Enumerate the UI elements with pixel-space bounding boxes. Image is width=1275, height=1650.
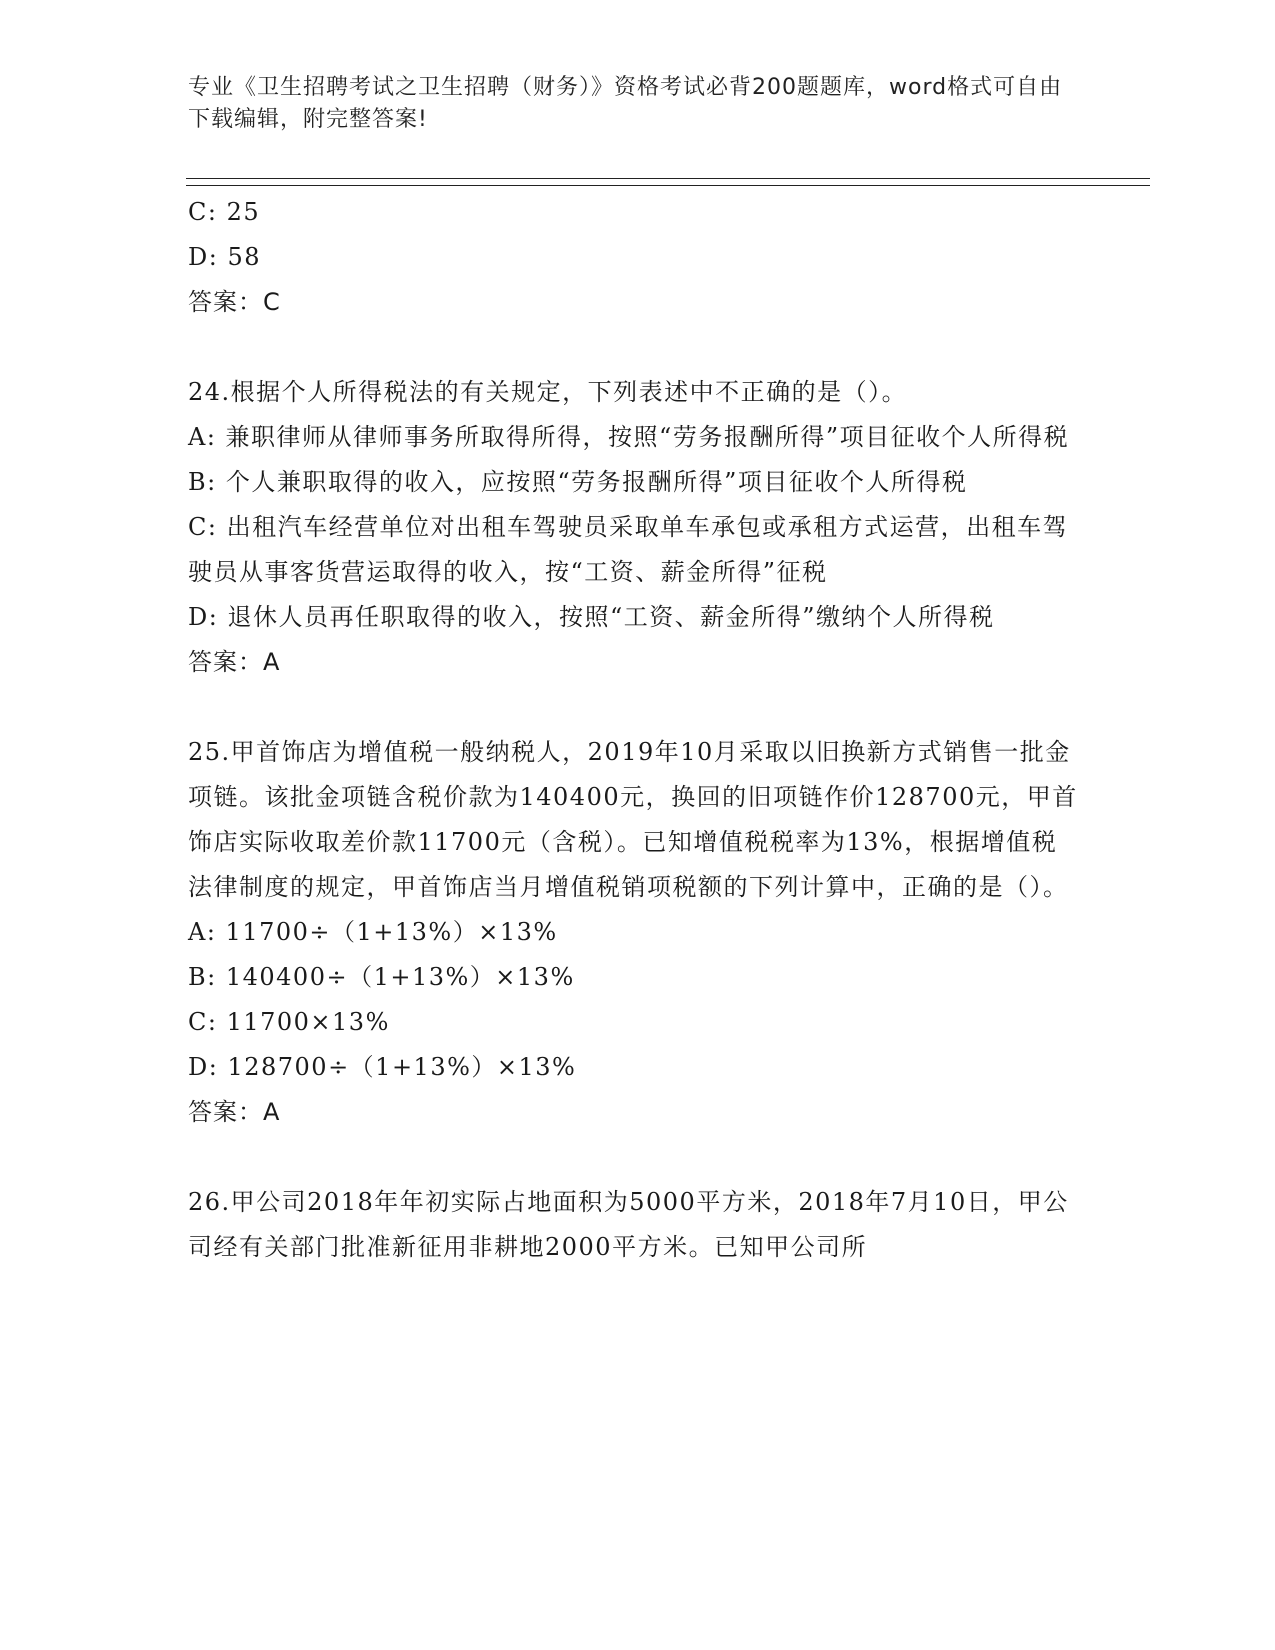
spacer	[188, 685, 1078, 730]
spacer	[188, 1135, 1078, 1180]
option-c: C: 出租汽车经营单位对出租车驾驶员采取单车承包或承租方式运营，出租车驾驶员从事客货营运取得的收入，按“工资、薪金所得”征税	[188, 513, 1069, 586]
spacer	[188, 325, 1078, 370]
question-stem: 24.根据个人所得税法的有关规定，下列表述中不正确的是（）。	[188, 378, 908, 406]
answer: 答案：A	[188, 648, 281, 676]
answer: 答案：A	[188, 1098, 281, 1126]
header-title: 专业《卫生招聘考试之卫生招聘（财务）》资格考试必背200题题库，word格式可自由下载编辑，附完整答案!	[188, 75, 1063, 132]
question-stem: 26.甲公司2018年年初实际占地面积为5000平方米，2018年7月10日，甲公司经有关部门批准新征用非耕地2000平方米。已知甲公司所	[188, 1188, 1069, 1261]
question-stem: 25.甲首饰店为增值税一般纳税人，2019年10月采取以旧换新方式销售一批金项链。该批金项链含税价款为140400元，换回的旧项链作价128700元，甲首饰店实际收取差价款11700元（含税）。已知增值税税率为13%，根据增值税法律制度的规定，甲首饰店当月增值税销项税额的下列计算中，正确的是（）。	[188, 738, 1078, 901]
option-a: A: 兼职律师从律师事务所取得所得，按照“劳务报酬所得”项目征收个人所得税	[188, 423, 1070, 451]
option-b: B: 个人兼职取得的收入，应按照“劳务报酬所得”项目征收个人所得税	[188, 468, 968, 496]
document-body	[188, 190, 1078, 1270]
option-b: B: 140400÷（1+13%）×13%	[188, 963, 575, 991]
option-c: C: 25	[188, 198, 261, 226]
question-26	[188, 1180, 1078, 1270]
answer: 答案：C	[188, 288, 281, 316]
option-a: A: 11700÷（1+13%）×13%	[188, 918, 558, 946]
question-24	[188, 370, 1078, 685]
page-header	[188, 72, 1068, 136]
question-23-tail	[188, 190, 1078, 325]
option-c: C: 11700×13%	[188, 1008, 390, 1036]
option-d: D: 退休人员再任职取得的收入，按照“工资、薪金所得”缴纳个人所得税	[188, 603, 995, 631]
header-divider	[186, 178, 1150, 186]
option-d: D: 58	[188, 243, 261, 271]
option-d: D: 128700÷（1+13%）×13%	[188, 1053, 577, 1081]
question-25	[188, 730, 1078, 1135]
